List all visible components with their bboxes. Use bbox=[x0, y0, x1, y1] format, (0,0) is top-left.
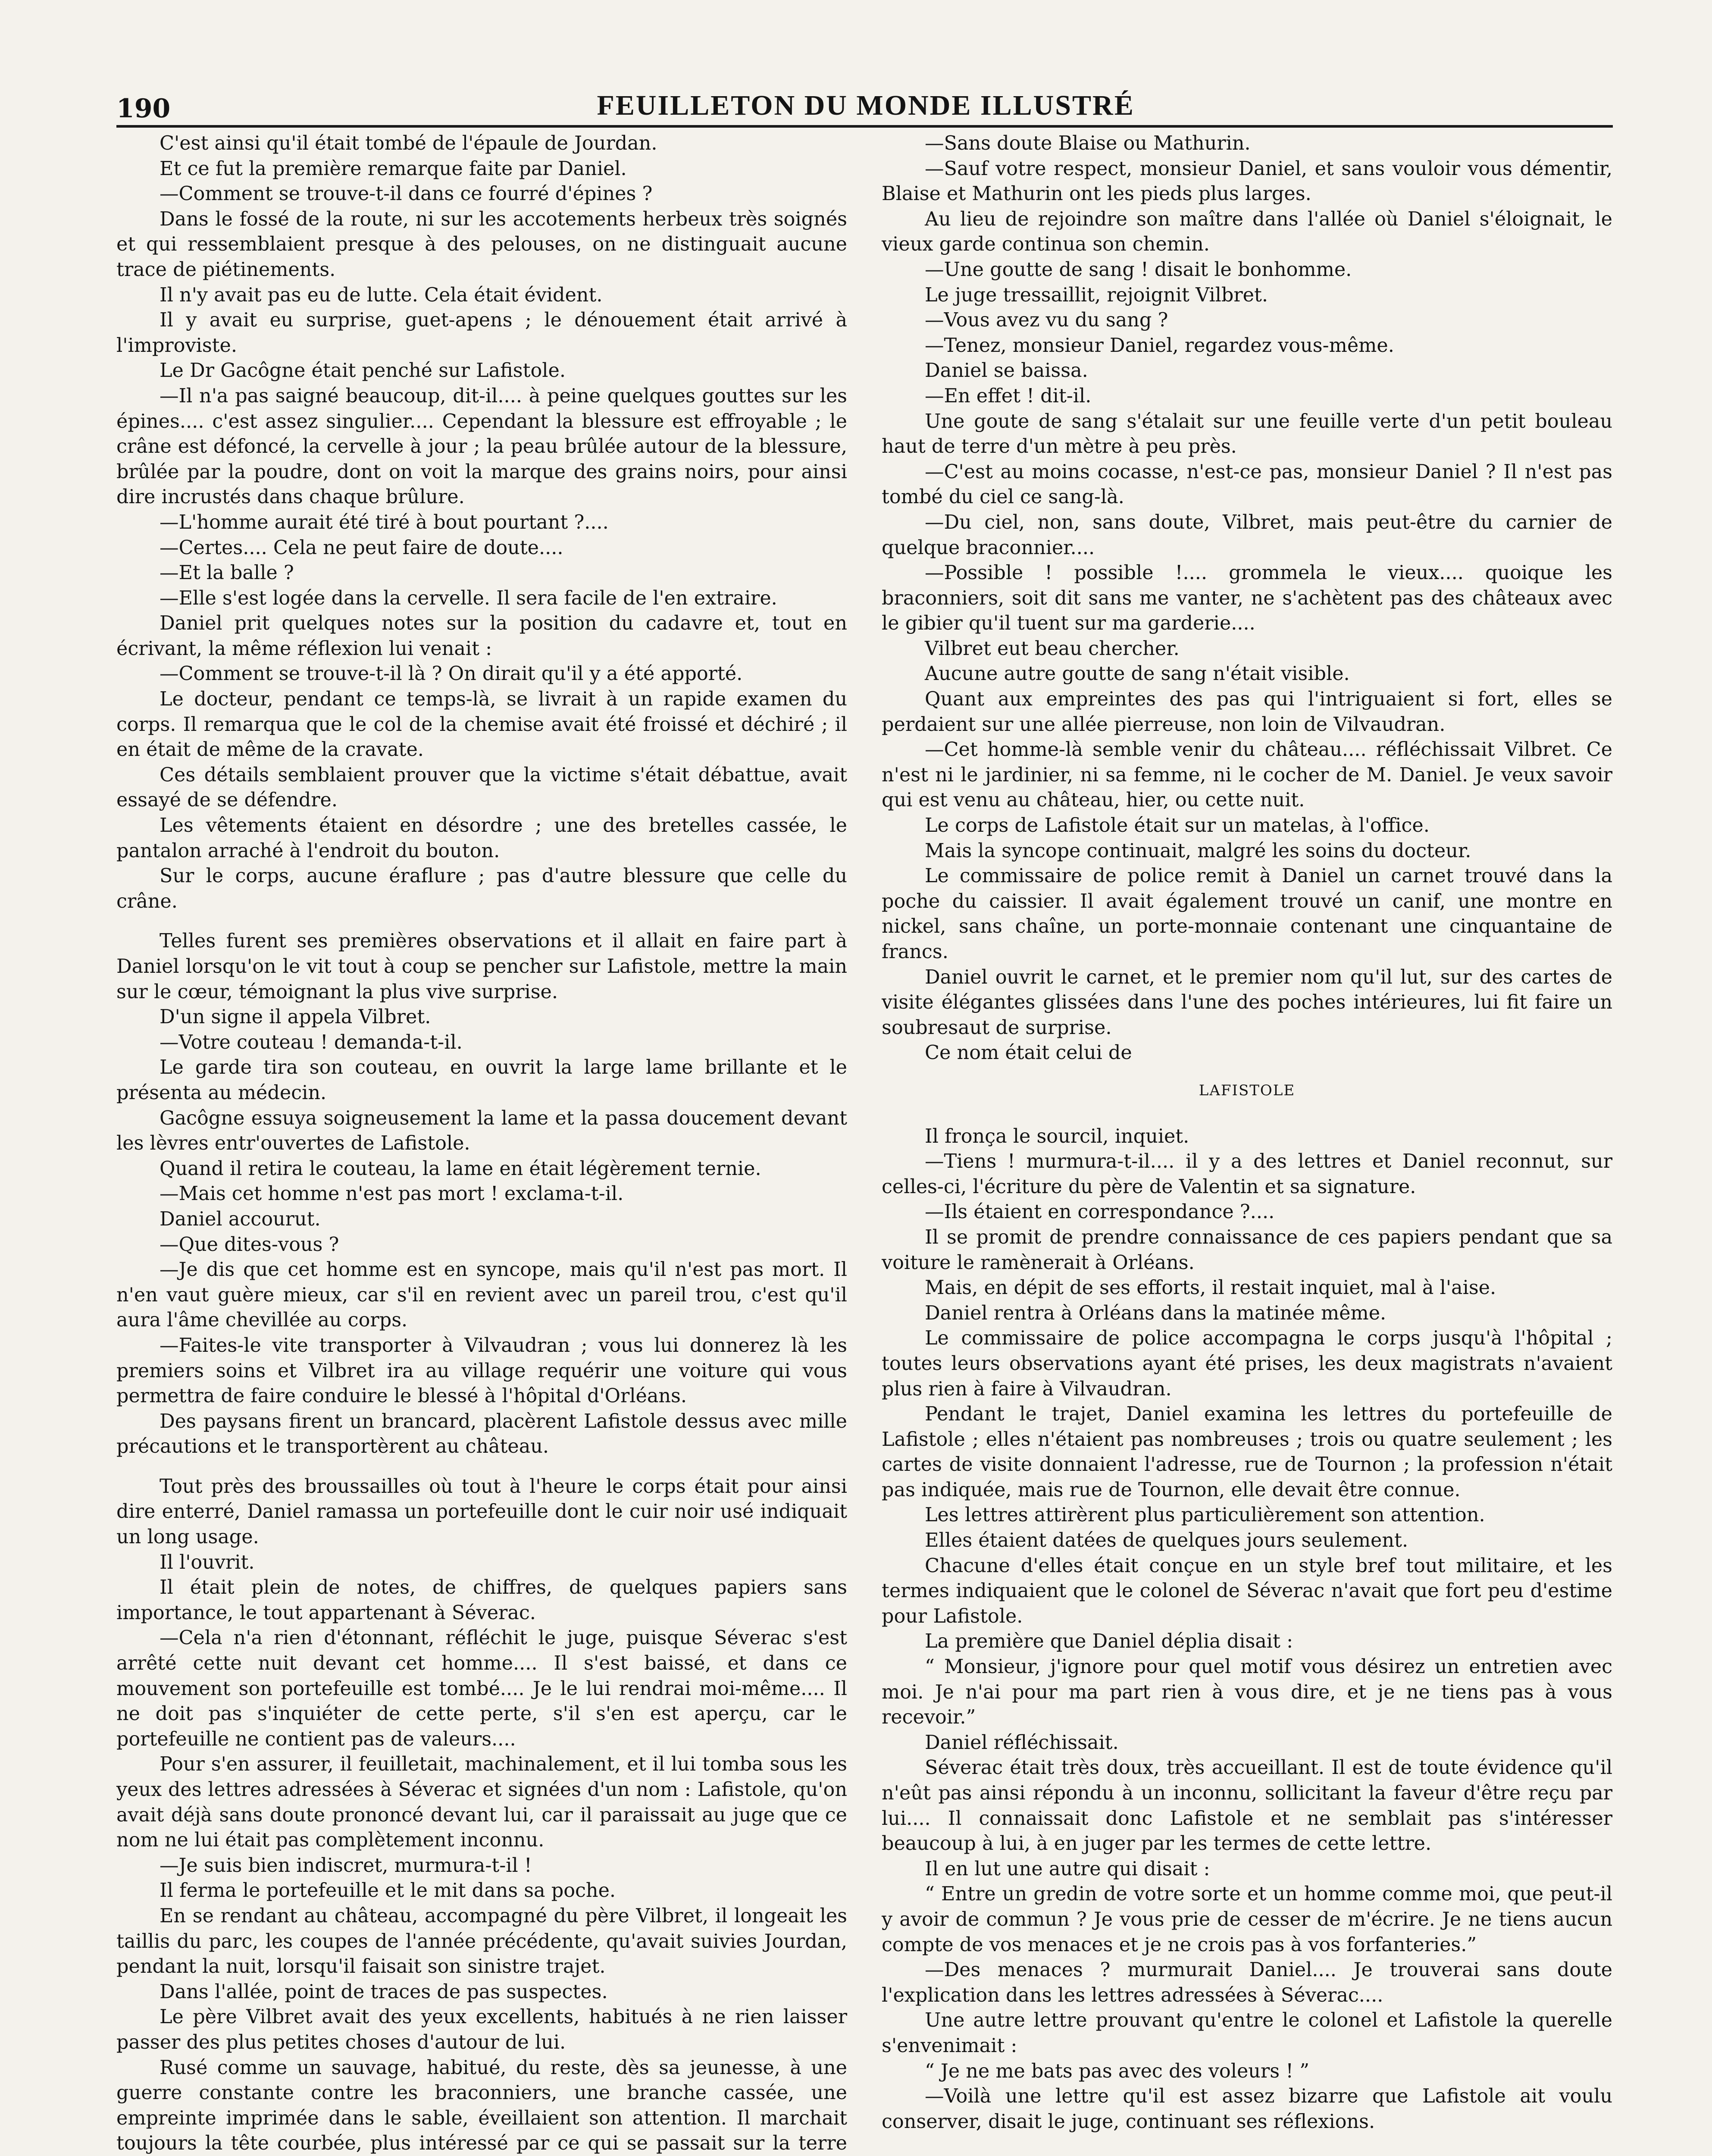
paragraph: Daniel se baissa. bbox=[925, 360, 1088, 382]
paragraph: Les lettres attirèrent plus particulièrement son attention. bbox=[925, 1504, 1485, 1526]
paragraph: Dans l'allée, point de traces de pas suspectes. bbox=[160, 1981, 608, 2003]
paragraph: Dans le fossé de la route, ni sur les accotements herbeux très soignés et qui ressemblaient presque à des pelouses, on ne distinguait aucune trace de piétinements. bbox=[116, 208, 847, 281]
paragraph: Aucune autre goutte de sang n'était visible. bbox=[925, 663, 1350, 685]
paragraph: —Comment se trouve-t-il dans ce fourré d'épines ? bbox=[160, 183, 653, 205]
paragraph: —Faites-le vite transporter à Vilvaudran ; vous lui donnerez là les premiers soins et Vilbret ira au village requérir une voiture qui vous permettra de faire conduire le blessé à l'hôpital d'Orléans. bbox=[116, 1334, 847, 1407]
paragraph: —En effet ! dit-il. bbox=[925, 385, 1092, 407]
paragraph: Il était plein de notes, de chiffres, de quelques papiers sans importance, le tout appartenant à Séverac. bbox=[116, 1576, 847, 1624]
paragraph: La première que Daniel déplia disait : bbox=[925, 1630, 1293, 1653]
paragraph: Il en lut une autre qui disait : bbox=[925, 1858, 1210, 1880]
paragraph: Le corps de Lafistole était sur un matelas, à l'office. bbox=[925, 815, 1430, 837]
paragraph: “ Entre un gredin de votre sorte et un homme comme moi, que peut-il y avoir de commun ? Je vous prie de cesser de m'écrire. Je ne tiens aucun compte de vos menaces et je ne crois pas à vos forfanteries.” bbox=[882, 1883, 1612, 1956]
paragraph: Il fronça le sourcil, inquiet. bbox=[925, 1125, 1189, 1147]
paragraph: Ces détails semblaient prouver que la victime s'était débattue, avait essayé de se défendre. bbox=[116, 764, 847, 812]
paragraph: Vilbret eut beau chercher. bbox=[925, 637, 1180, 660]
paragraph: —Et la balle ? bbox=[160, 562, 294, 584]
paragraph: —Tiens ! murmura-t-il.... il y a des lettres et Daniel reconnut, sur celles-ci, l'écriture du père de Valentin et sa signature. bbox=[882, 1150, 1612, 1198]
paragraph: Le commissaire de police accompagna le corps jusqu'à l'hôpital ; toutes leurs observations ayant été prises, les deux magistrats n'avaient plus rien à faire à Vilvaudran. bbox=[882, 1327, 1612, 1400]
paragraph: Mais, en dépit de ses efforts, il restait inquiet, mal à l'aise. bbox=[925, 1277, 1496, 1299]
left-column bbox=[116, 131, 847, 2156]
paragraph: Le docteur, pendant ce temps-là, se livrait à un rapide examen du corps. Il remarqua que le col de la chemise avait été froissé et déchiré ; il en était de même de la cravate. bbox=[116, 688, 847, 761]
paragraph: Il l'ouvrit. bbox=[160, 1551, 255, 1573]
paragraph: Le père Vilbret avait des yeux excellents, habitués à ne rien laisser passer des plus petites choses d'autour de lui. bbox=[116, 2006, 847, 2053]
paragraph: —Elle s'est logée dans la cervelle. Il sera facile de l'en extraire. bbox=[160, 587, 777, 609]
paragraph: Le juge tressaillit, rejoignit Vilbret. bbox=[925, 284, 1268, 306]
paragraph: Il se promit de prendre connaissance de ces papiers pendant que sa voiture le ramènerait à Orléans. bbox=[882, 1226, 1612, 1274]
paragraph: —Il n'a pas saigné beaucoup, dit-il.... à peine quelques gouttes sur les épines.... c'est assez singulier.... Cependant la blessure est effroyable ; le crâne est défoncé, la cervelle à jour ; la peau brûlée autour de la blessure, brûlée par la poudre, dont on voit la marque des grains noirs, pour ainsi dire incrustés dans chaque brûlure. bbox=[116, 385, 847, 508]
page-number: 190 bbox=[116, 94, 171, 124]
paragraph: —Cet homme-là semble venir du château.... réfléchissait Vilbret. Ce n'est ni le jardinier, ni sa femme, ni le cocher de M. Daniel. Je veux savoir qui est venu au château, hier, ou cette nuit. bbox=[882, 739, 1612, 812]
paragraph: Gacôgne essuya soigneusement la lame et la passa doucement devant les lèvres entr'ouvertes de Lafistole. bbox=[116, 1107, 847, 1155]
paragraph: Quant aux empreintes des pas qui l'intriguaient si fort, elles se perdaient sur une allée pierreuse, non loin de Vilvaudran. bbox=[882, 688, 1612, 736]
paragraph: —Vous avez vu du sang ? bbox=[925, 309, 1168, 332]
right-column bbox=[882, 131, 1612, 2156]
paragraph: —C'est au moins cocasse, n'est-ce pas, monsieur Daniel ? Il n'est pas tombé du ciel ce sang-là. bbox=[882, 461, 1612, 508]
paragraph: Et ce fut la première remarque faite par Daniel. bbox=[160, 157, 627, 180]
paragraph: Daniel rentra à Orléans dans la matinée même. bbox=[925, 1302, 1387, 1324]
paragraph: —Des menaces ? murmurait Daniel.... Je trouverai sans doute l'explication dans les lettres adressées à Séverac.... bbox=[882, 1959, 1612, 2006]
paragraph: Daniel accourut. bbox=[160, 1208, 321, 1230]
paragraph: —Du ciel, non, sans doute, Vilbret, mais peut-être du carnier de quelque braconnier.... bbox=[882, 511, 1612, 559]
paragraph: Quand il retira le couteau, la lame en était légèrement ternie. bbox=[160, 1157, 761, 1180]
card-name: LAFISTOLE bbox=[1199, 1081, 1296, 1099]
text-columns bbox=[116, 131, 1613, 2156]
paragraph: Il ferma le portefeuille et le mit dans sa poche. bbox=[160, 1880, 616, 1902]
paragraph: Tout près des broussailles où tout à l'heure le corps était pour ainsi dire enterré, Daniel ramassa un portefeuille dont le cuir noir usé indiquait un long usage. bbox=[116, 1475, 847, 1548]
paragraph: —Possible ! possible !.... grommela le vieux.... quoique les braconniers, soit dit sans me vanter, ne s'achètent pas des châteaux avec le gibier qu'il tuent sur ma garderie.... bbox=[882, 562, 1612, 635]
paragraph: Daniel réfléchissait. bbox=[925, 1731, 1119, 1754]
paragraph: —Ils étaient en correspondance ?.... bbox=[925, 1201, 1275, 1223]
paragraph: Ce nom était celui de bbox=[925, 1042, 1132, 1064]
paragraph: Séverac était très doux, très accueillant. Il est de toute évidence qu'il n'eût pas ainsi répondu à un inconnu, sollicitant la faveur d'être reçu par lui.... Il connaissait donc Lafistole et ne semblait pas s'intéresser beaucoup à lui, à en juger par les termes de cette lettre. bbox=[882, 1757, 1612, 1855]
paragraph: Le garde tira son couteau, en ouvrit la large lame brillante et le présenta au médecin. bbox=[116, 1056, 847, 1104]
paragraph: Une goute de sang s'étalait sur une feuille verte d'un petit bouleau haut de terre d'un mètre à peu près. bbox=[882, 410, 1612, 458]
paragraph: Les vêtements étaient en désordre ; une des bretelles cassée, le pantalon arraché à l'endroit du bouton. bbox=[116, 815, 847, 862]
paragraph: —Que dites-vous ? bbox=[160, 1233, 339, 1256]
paragraph: —Votre couteau ! demanda-t-il. bbox=[160, 1031, 463, 1053]
paragraph: —Certes.... Cela ne peut faire de doute.... bbox=[160, 536, 563, 559]
paragraph: En se rendant au château, accompagné du père Vilbret, il longeait les taillis du parc, les coupes de l'année précédente, qu'avait suivies Jourdan, pendant la nuit, lorsqu'il faisait son sinistre trajet. bbox=[116, 1905, 847, 1978]
paragraph: Telles furent ses premières observations et il allait en faire part à Daniel lorsqu'on le vit tout à coup se pencher sur Lafistole, mettre la main sur le cœur, témoignant la plus vive surprise. bbox=[116, 930, 847, 1003]
paragraph: “ Je ne me bats pas avec des voleurs ! ” bbox=[925, 2060, 1309, 2082]
paragraph: Mais la syncope continuait, malgré les soins du docteur. bbox=[925, 840, 1471, 862]
paragraph: Il n'y avait pas eu de lutte. Cela était évident. bbox=[160, 284, 603, 306]
paragraph: —Sauf votre respect, monsieur Daniel, et sans vouloir vous démentir, Blaise et Mathurin ont les pieds plus larges. bbox=[882, 157, 1612, 205]
paragraph: Daniel prit quelques notes sur la position du cadavre et, tout en écrivant, la même réflexion lui venait : bbox=[116, 612, 847, 660]
paragraph: Des paysans firent un brancard, placèrent Lafistole dessus avec mille précautions et le transportèrent au château. bbox=[116, 1410, 847, 1458]
paragraph: Le commissaire de police remit à Daniel un carnet trouvé dans la poche du caissier. Il avait également trouvé un canif, une montre en nickel, sans chaîne, un porte-monnaie contenant une cinquantaine de francs. bbox=[882, 865, 1612, 963]
paragraph: —Sans doute Blaise ou Mathurin. bbox=[925, 132, 1251, 154]
paragraph: Le Dr Gacôgne était penché sur Lafistole. bbox=[160, 360, 566, 382]
paragraph: Pendant le trajet, Daniel examina les lettres du portefeuille de Lafistole ; elles n'étaient pas nombreuses ; trois ou quatre seulement ; les cartes de visite donnaient l'adresse, rue de Tournon ; la profession n'était pas indiquée, mais rue de Tournon, elle devait être connue. bbox=[882, 1403, 1612, 1501]
paragraph: —Je suis bien indiscret, murmura-t-il ! bbox=[160, 1854, 532, 1877]
paragraph: Daniel ouvrit le carnet, et le premier nom qu'il lut, sur des cartes de visite élégantes glissées dans l'une des poches intérieures, lui fit faire un soubresaut de surprise. bbox=[882, 966, 1612, 1039]
paragraph: —Je dis que cet homme est en syncope, mais qu'il n'est pas mort. Il n'en vaut guère mieux, car s'il en revient avec un pareil trou, c'est qu'il aura l'âme chevillée au corps. bbox=[116, 1259, 847, 1332]
paragraph: —Comment se trouve-t-il là ? On dirait qu'il y a été apporté. bbox=[160, 663, 743, 685]
paragraph: Une autre lettre prouvant qu'entre le colonel et Lafistole la querelle s'envenimait : bbox=[882, 2009, 1612, 2057]
paragraph: D'un signe il appela Vilbret. bbox=[160, 1006, 431, 1028]
paragraph: —Une goutte de sang ! disait le bonhomme. bbox=[925, 258, 1352, 281]
paragraph: Au lieu de rejoindre son maître dans l'allée où Daniel s'éloignait, le vieux garde continua son chemin. bbox=[882, 208, 1612, 256]
paragraph: —Cela n'a rien d'étonnant, réfléchit le juge, puisque Séverac s'est arrêté cette nuit devant cet homme.... Il s'est baissé, et dans ce mouvement son portefeuille est tombé.... Je le lui rendrai moi-même.... Il ne doit pas s'inquiéter de cette perte, s'il s'en est aperçu, car le portefeuille ne contient pas de valeurs.... bbox=[116, 1627, 847, 1750]
paragraph: —Tenez, monsieur Daniel, regardez vous-même. bbox=[925, 334, 1394, 357]
paragraph: Pour s'en assurer, il feuilletait, machinalement, et il lui tomba sous les yeux des lettres adressées à Séverac et signées d'un nom : Lafistole, qu'on avait déjà sans doute prononcé devant lui, car il paraissait au juge que ce nom ne lui était pas complètement inconnu. bbox=[116, 1753, 847, 1852]
paragraph: Elles étaient datées de quelques jours seulement. bbox=[925, 1529, 1408, 1552]
paragraph: “ Monsieur, j'ignore pour quel motif vous désirez un entretien avec moi. Je n'ai pour ma part rien à vous dire, et je ne tiens pas à vous recevoir.” bbox=[882, 1656, 1612, 1729]
running-title: FEUILLETON DU MONDE ILLUSTRÉ bbox=[597, 90, 1135, 121]
paragraph: Rusé comme un sauvage, habitué, du reste, dès sa jeunesse, à une guerre constante contre les braconniers, une branche cassée, une empreinte imprimée dans le sable, éveillaient son attention. Il marchait toujours la tête courbée, plus intéressé par ce qui se passait sur la terre bbox=[116, 2056, 847, 2155]
paragraph: Il y avait eu surprise, guet-apens ; le dénouement était arrivé à l'improviste. bbox=[116, 309, 847, 357]
paragraph: Chacune d'elles était conçue en un style bref tout militaire, et les termes indiquaient que le colonel de Séverac n'avait que fort peu d'estime pour Lafistole. bbox=[882, 1554, 1612, 1627]
paragraph: C'est ainsi qu'il était tombé de l'épaule de Jourdan. bbox=[160, 132, 657, 154]
page-header bbox=[116, 65, 1613, 128]
paragraph: —Mais cet homme n'est pas mort ! exclama-t-il. bbox=[160, 1183, 624, 1205]
paragraph: —L'homme aurait été tiré à bout pourtant ?.... bbox=[160, 511, 609, 533]
paragraph: Sur le corps, aucune éraflure ; pas d'autre blessure que celle du crâne. bbox=[116, 865, 847, 912]
paragraph: —Voilà une lettre qu'il est assez bizarre que Lafistole ait voulu conserver, disait le juge, continuant ses réflexions. bbox=[882, 2085, 1612, 2133]
